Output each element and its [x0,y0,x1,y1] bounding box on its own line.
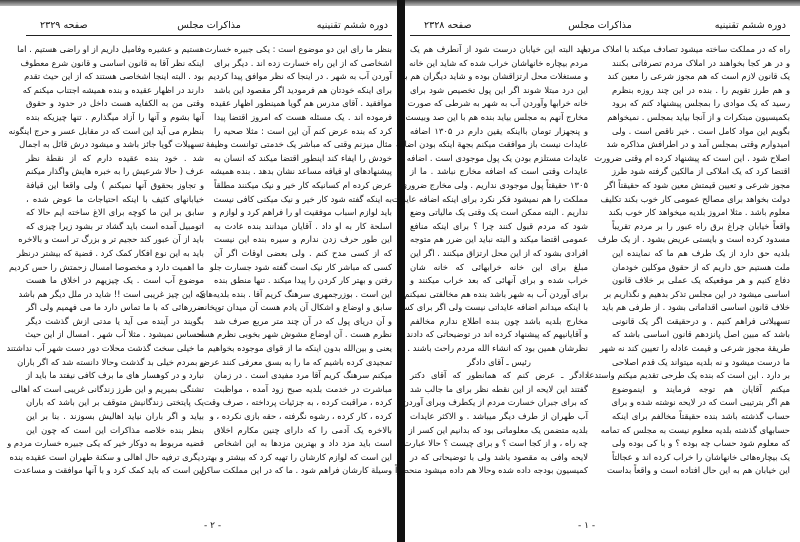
text-line: احساس نمیشود . مثلا آب شهر . امسال از این حیث [25,329,204,340]
speaker-heading: رئیس ـ آقای دادگر [467,356,531,367]
text-line: لایحه وافی به مقصود باشد ولی با توضیحاتی که در [410,451,588,462]
page-footer-number: - ۱ - [578,521,596,531]
text-column-left [6,43,204,478]
text-line: موافقید . آقای مدرس هم گویا همینطور اظهار عقیده [210,98,392,109]
text-line: است باید مزد داد و بهترین مزدها به این اشخاص [214,438,392,449]
text-line: و آقایانیهم که پیشنهاد کرده اند در توضیحاتی که دادند [406,329,588,340]
text-line: این است . بوزرجمهری سرهنگ کریم آقا . بنده بلدیه‌های [199,288,392,299]
text-line: باید به این نوع افکار کمک کرد . قضیة که بیشتر درنظر [16,247,204,258]
text-line: بالاخره یک آدمی را که دارای چنین مکارم اخلاق [214,424,392,435]
text-line: اسلحة کار به او داد . آقایان میدانند بنده عادت به [214,220,392,231]
header-rule [26,35,392,36]
header-period: دوره ششم تقنینیه [714,20,786,31]
text-line: ما اهمیت دارد و مخصوصا امسال زحمتش را حس کردیم [8,261,204,272]
text-line: که معلوم شود حساب چه بوده ؟ و با کی بوده ولی [612,438,790,449]
text-line: میکنم سرهنگ کریم آقا مرد مفیدی است . در زمان [214,370,392,381]
text-line: سابق و اوضاع و اشکال آن یادم هست آن میدان توپخانه [200,302,392,313]
text-line: باید لوازم اسباب موفقیت او را فراهم کرد و لوازم و [212,207,392,218]
text-line: هستیم و عشیره وفامیل داریم از او راضی هستیم . اما [17,44,204,54]
text-line: شود که مردم قبول کنند چرا ؟ برای اینکه منافع [410,220,588,231]
text-line: یعنی و بین‌الله بدون اینکه ما از قوای موجوده بخواهیم [207,343,392,354]
header-period: دوره ششم تقنینیه [316,20,388,31]
text-line: وسیلة کارشان فراهم شود . ما که در این مملکت ساکن [200,465,392,476]
text-line: کمیسیون بودجه داده شده وحالا هم داده میشود منحصراً [394,465,588,476]
text-line: یک پایتختی زندگانیش متوقف بر این باشد که باران [26,397,204,408]
text-line: اساسی میشود در این مجلس تذکر بدهیم و نگذاریم بر [604,288,790,299]
text-line: بگویم این مواد کامل است . خیر ناقص است . ولی [612,125,790,136]
text-line: بیاید و اگر باران نیاید اهالیش بسوزند . بنا بر این [26,411,204,422]
text-line: یک بیچاره‌هائی خانهاشان را خراب کرده اند و عجالتاً [612,451,790,462]
text-line: عایدات مستلزم بودن یک پول موجودی است . اضافه [406,152,588,163]
text-line: عرف ( حالا شرعیش را به خبره هایش واگذار میکنم [25,166,204,177]
text-line: ملت هستیم حق داریم که از حقوق موکلین خودمان [612,261,790,272]
page-header [26,20,392,34]
text-line: ضررهائی که با ما تماس دارد ما می فهمیم ولی اگر [26,302,204,313]
text-line: مبلغ برای این خانه خرابهائی که خانه شان [410,261,588,272]
text-line: ما درست میشود و نه بلدیه میتواند یک قدم اصلاحی [612,356,790,367]
text-line: یک قانون لازم است که هم مجوز شرعی را معین کند [607,71,790,82]
text-line: باید البته این خیابان درست شود از آنطرف هم یک [410,44,588,54]
text-line: رسید که یک موادی را بمجلس پیشنهاد کنم که برود [612,98,790,109]
header-page-number: صفحه ۲۳۲۹ [40,20,88,31]
text-line: خلاف قانون اساسی اقداماتی بشود . از طرفی هم باید [601,302,790,313]
text-line: نبارد و در کوهسار های ما برف کافی نیفتد ما باید از [26,370,204,381]
text-line: این است که لوازم کارشان را تهیه کرد که بیشتر و بهتر [203,451,392,462]
text-line: با اینکه میدانم اضافه عایداتی نیست ولی اگر برای کسر [397,302,588,313]
text-line: چه راه ، و از کجا است ؟ و برای چیست ؟ حالا عبارت [403,438,588,449]
text-line: دادگر ـ عرض کنم که همانطور که آقای دکتر [410,370,588,381]
text-line: خانه خرابها وآوردن آب به شهر به شرطی که صورت [407,98,588,109]
text-line: برای آوردن آب به شهر باشد بنده هم مخالفتی نمیکنم [404,288,588,299]
text-line: پیشنهادهای او قیافه مساعد نشان بدهد . بنده همیشه [210,166,392,177]
text-line: خودش را ایفاء کند اینطور اقتضا میکند که انسان به [214,152,392,163]
text-line: آب طهران از طرف دیگر میباشد . و الاکثر عایدات [410,411,588,422]
text-line: و مستغلات محل ارتزاقشان بوده و شاید دیگران هم به [400,71,588,82]
text-line: این است که باید کمک کرد و با آنها موافقت و مساعدت [13,465,204,476]
text-line: بر دارد . این است که بنده یک طرحی تقدیم میکنم واستدعا [586,370,790,381]
text-line: دارند در اظهار عقیده و بنده همیشه اجتناب میکنم که [22,84,204,95]
text-line: ۱۳۰۵ حقیقتاً پول موجودی نداریم . ولی مخارج ضروری [400,179,588,190]
text-line: حسابهای گذشته بلدیه معلوم نیست به مجلس که تمامه [600,424,790,435]
text-line: که برای جبران خسارت مردم از یکطرف وبرای آوردن [402,397,588,408]
text-line: این خیابان هم به این حال افتاده است و واقعاً بداست [606,465,790,476]
text-line: نظرم هست . آن اوضاع مشوش شهر بخوبی نظرم هست [194,329,392,340]
text-line: که از کسی مدح کنم . ولی بعضی اوقات اگر آن [214,247,392,258]
header-title: مذاکرات مجلس [568,20,632,31]
text-line: و تجاوز بحقوق آنها نمیکنم ) ولی واقعا این قیافة [26,179,204,190]
text-line: مخارج آنهم به مجلس بیاید بنده هم با این صد وبیست [405,111,588,122]
text-line: و آن دریای پول که در آن چند متر مربع صرف شد [214,315,392,326]
text-line: بلدیه متضمن یک معلوماتی بود که بدانیم این کسر از [408,424,588,435]
text-line: این طور حرف زدن ندارم و سیره بنده این نیست [214,234,392,245]
text-line: مملکت را هم نمیشود فکر نکرد برای اینکه اضافه عایدات [391,193,588,204]
text-line: مجوز شرعی و تعیین قیمتش معین شود که حقیقتاً اگر [604,179,790,190]
text-line: قضیه مربوط به دوکار خیر که یکی جبیره خسارت مردم و [7,438,204,449]
text-line: و در هر کجا بخواهند در املاک مردم تصرفاتی بکنند [612,57,790,68]
text-line: اشخاصی که از این راه خسارت زده اند . دیگر برای [214,57,392,68]
text-line: اینکه نظر آقا به قانون اساسی و قانون شرع معطوف [20,57,204,68]
text-line: کرد که بنده عرض کنم آن این است : مثلا صحیه را [214,125,392,136]
text-column-right [581,43,790,478]
page-header [410,20,790,34]
text-column-right [194,43,392,478]
text-line: عایدات وقتی است که اضافه مخارج نباشد . ما از [410,166,588,177]
text-line: گفتند این لایحه از این نقطه نظر برای ما جالب شد [410,383,588,394]
text-line: نظرشان همین بود که انشاء الله مردم راحت باشند . [407,343,588,354]
text-line: تمجیدی کرده باشیم که ما را به بسق معرفی کنند عرض [199,356,392,367]
text-line: خراب شده و برای آنهائی که بعد خراب میکنند و [410,275,588,286]
text-line: نداریم . البته ممکن است یک وقتی یک مالیاتی وضع [410,207,588,218]
text-line: وقتی من به الکفایه هست داخل در حدود و حقوق [26,98,204,109]
text-line: عایدات نیست باز موافقت میکنم بجهة اینکه بودن اضافه [395,139,588,150]
text-line: افرادی بشود که از این محل ارتزاق میکنند . اگر این [409,247,588,258]
text-line: واقعاً خیابان چراغ برق راه عبور را بر مردم تقریباً [612,220,790,231]
text-line: حساب گذشته باشد بنده حقیقتاً مخالفم برای اینکه [612,411,790,422]
left-page [6,10,392,535]
text-line: اتومبیل آمده است باید گشاد تر بشود زیرا چیزی که [26,220,204,231]
text-line: شد . خود بنده عقیده دارم که از نقطة نظر [26,152,204,163]
page-footer-number: - ۲ - [204,521,222,531]
text-line: بود . البته اینجا اشخاصی هستند که از این حیث تقدم [24,71,204,82]
text-line: میکنم آقایان هم توجه فرمایند و اینموضوع [612,383,790,394]
text-line: مثال میزنم وقتی که مباشر یک خدمتی توانست وظیفة [205,139,392,150]
text-line: آنها بشوم و آنها را آزاد میگذارم . تنها چیزیکه بنده [26,111,204,122]
header-page-number: صفحه ۲۳۲۸ [424,20,472,31]
text-line: رفتن و بهتر کار کردن را پیدا میکند . تنها منطق بنده [214,275,392,286]
text-line: معلوم باشد . مثلا امروز بلدیه میخواهد کار خوب بکند [608,207,790,218]
text-line: دیگری ترفیه حال اهالی و سکنة طهران است عقیده بنده [9,451,204,462]
text-line: بنظرم می آید این است که در مقابل عسر و حرج اینگونه [8,125,204,136]
text-line: این درد مبتلا شوند اگر این پول تخصیص شود برای [410,84,588,95]
text-line: عرض کرده ام کسانیکه کار خیر و نیک میکنند مطلقاً [214,179,392,190]
text-line: مخارج بلدیه باشد چون بنده اطلاع ندارم مخالفم [410,315,588,326]
text-line: کسی که مباشر کار نیک است گفته شود جسارت جلو [209,261,392,272]
text-line: باشد که مبین اصل پانزدهم قانون اساسی باشد که [612,329,790,340]
text-line: سابق بر این ما کوچه برای الاغ ساخته ایم حالا که [26,207,204,218]
text-line: و پنجهزار تومان بااینکه یقین دارم در ۱۳۰۵ اضافه [410,125,588,136]
text-line: فرموده اند . یک مسئله هست که امروز اقتضا پیدا [214,111,392,122]
text-line: کرده ، مراقبت کرده ، به جزئیات پرداخته ، صرف وقت [203,397,392,408]
text-line: بنظر بنده خلاصه مذاکرات این است که چون این [26,424,204,435]
text-line: طریقة مجوز شرعی و قیمت عادله را تعیین کند نه شهر [599,343,790,354]
text-line: تسهیلات گویا جائز باشد و میشود درش قائل به اجمال [19,139,204,150]
header-title: مذاکرات مجلس [177,20,241,31]
text-line: بگویند در آینده می آید یا مدتی ازش گذشت دیگر [26,315,204,326]
text-line: راه که در مملکت ساخته میشود تصادف میکند با املاک مردم [581,44,790,54]
text-line: اصلاح شود . این است که پیشنهاد کرده ام وقتی ضرورت [594,152,790,163]
text-line: دفاع کنیم و هر موقعیکه یک عملی بر خلاف قانون [612,275,790,286]
text-line: مباشرت در خدمت بلدیه صبح زود آمده ، مواظبت [214,383,392,394]
text-column-left [391,43,588,478]
text-line: تشنگی بمیریم و این طرز زندگانی غریبی است که اهالی [11,383,204,394]
text-line: آوردن آب به شهر . در اینجا که نظر موافق پیدا کردیم [208,71,392,82]
text-line: باید از آن عبور کند حجیم تر و بزرگ تر است و بالاخره [18,234,204,245]
text-line: عمومی اقتضا میکند و البته نباید این ضرر هم متوجه [410,234,588,245]
text-line: مردم بیچاره خانهاشان خراب شده که شاید این خانه [409,57,588,68]
text-line: که این چیز غریبی است !! شاید در ملل دیگر هم باشد [18,288,204,299]
text-line: و بمردم خیلی بد گذشت وحالا دانسته شد که اگر باران [17,356,204,367]
header-rule [410,35,790,36]
right-page [391,10,790,535]
text-line: بنظر ما رای این دو موضوع است : یکی جبیره خسارت [204,44,392,54]
text-line: دولت بخواهد برای مصالح عمومی کار خوب بکند تکلیف [600,193,790,204]
text-line: و هم طرز تقویم را . بنده در این چند روزه بنظرم [612,84,790,95]
text-line: کرده ، کار کرده ، رشوه نگرفته ، حقه بازی نکرده ، و [209,411,392,422]
text-line: موضوع آب است . یک چیزیهم در اخلاق ما هست [26,275,204,286]
text-line: به اینکه گفته شود کار خیر و نیک میکنی کافی نیست [213,193,392,204]
text-line: امیدوارم وقتی بمجلس آمد و در اطرافش مذاکره شد [606,139,790,150]
text-line: هم اگر بترتیبی است که در لایحه نوشته شده و برای [611,397,790,408]
text-line: اقتضا کرد که یک املاکی از مالکین گرفته شود طرز [612,166,790,177]
text-line: تسهیلاتی فراهم کنیم . و درحقیقت اگر یک قانونی [612,315,790,326]
text-line: بکمیسیون مبتکرات و از آنجا بیاید بمجلس . نمیخواهم [607,111,790,122]
text-line: ما خیلی سخت گذشت محلات دور دست شهر آب نداشتند [6,343,204,354]
text-line: بلدیه حق دارد از یک طرف هم ما که نماینده این [612,247,790,258]
text-line: مسدود کرده است و بایستی عریض بشود . از یک طرف [597,234,790,245]
text-line: خیابانهای کثیف با اینکه احتیاجات ما عوض شده ، [26,193,204,204]
text-line: برای اینکه خودتان هم فرمودید اگر مقصود این باشد [214,84,392,95]
